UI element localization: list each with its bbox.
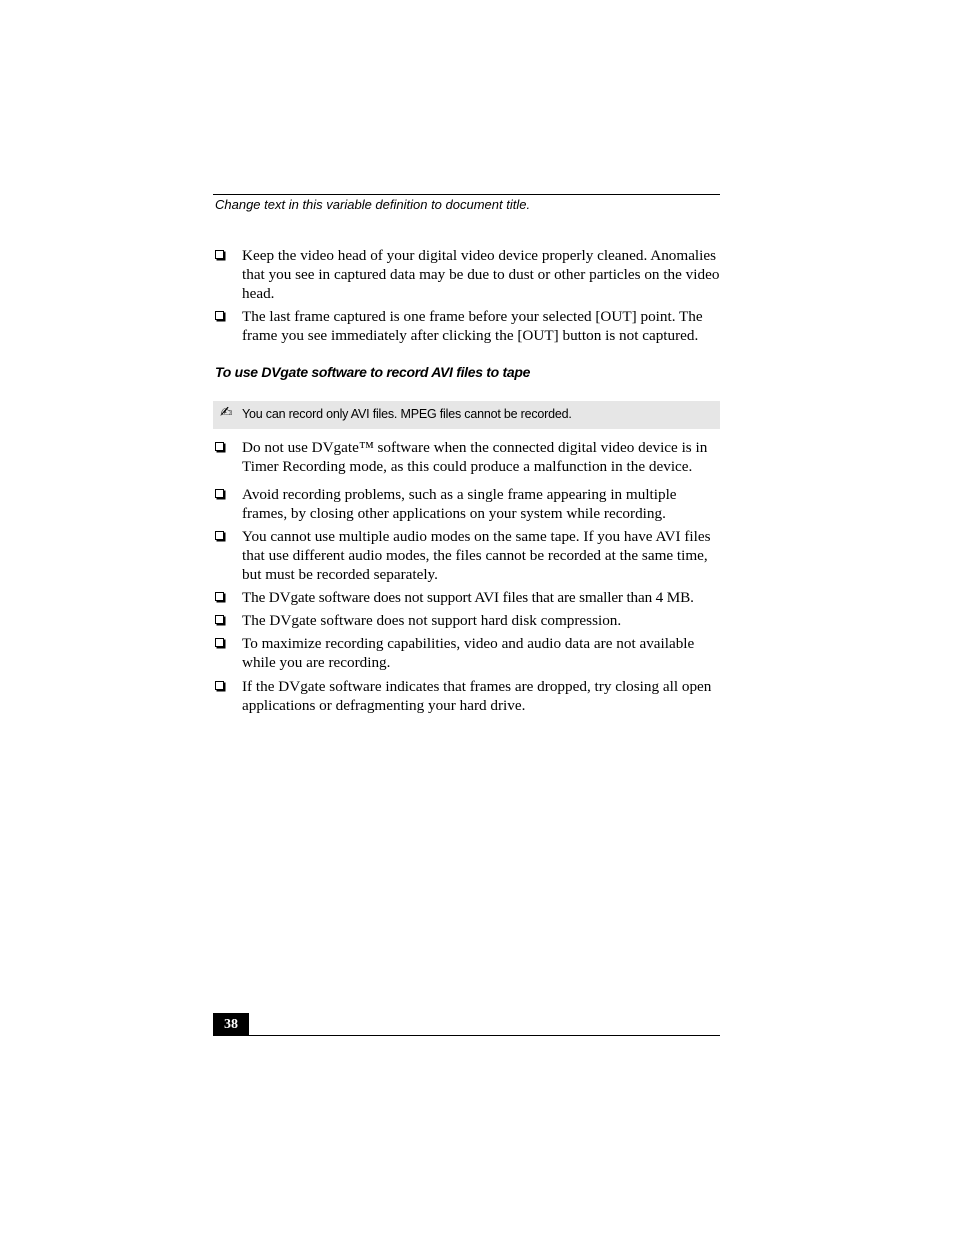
list-item	[213, 246, 720, 303]
list-item	[213, 527, 720, 584]
list-item-text: To maximize recording capabilities, video and audio data are not available while you are recording.	[242, 635, 695, 671]
footer-rule	[213, 1035, 720, 1036]
list-item-text: You cannot use multiple audio modes on the same tape. If you have AVI files that use different audio modes, the files cannot be recorded at the same time, but must be recorded separately.	[242, 528, 711, 583]
list-item-text: The DVgate software does not support AVI files that are smaller than 4 MB.	[242, 589, 694, 606]
checkbox-bullet-icon	[215, 638, 224, 647]
list-item	[213, 634, 720, 672]
checkbox-bullet-icon	[215, 442, 224, 451]
section-heading: To use DVgate software to record AVI files to tape	[215, 364, 531, 380]
page-number: 38	[213, 1013, 249, 1036]
note-box	[213, 401, 720, 429]
header-rule	[213, 194, 720, 195]
list-item-text: The last frame captured is one frame before your selected [OUT] point. The frame you see immediately after clicking the [OUT] button is not captured.	[242, 308, 703, 344]
note-text: You can record only AVI files. MPEG files cannot be recorded.	[242, 407, 572, 421]
list-item-text: Avoid recording problems, such as a single frame appearing in multiple frames, by closing other applications on your system while recording.	[242, 486, 677, 522]
checkbox-bullet-icon	[215, 531, 224, 540]
checkbox-bullet-icon	[215, 489, 224, 498]
list-item	[213, 438, 720, 476]
checkbox-bullet-icon	[215, 681, 224, 690]
list-item-text: Do not use DVgate™ software when the connected digital video device is in Timer Recording mode, as this could produce a malfunction in the device.	[242, 439, 708, 475]
checkbox-bullet-icon	[215, 250, 224, 259]
checkbox-bullet-icon	[215, 592, 224, 601]
tips-list-bottom	[213, 438, 720, 715]
list-item	[213, 307, 720, 345]
list-item-text: If the DVgate software indicates that frames are dropped, try closing all open applications or defragmenting your hard drive.	[242, 678, 712, 714]
list-item-text: The DVgate software does not support hard disk compression.	[242, 612, 622, 629]
list-item	[213, 677, 720, 715]
list-item	[213, 588, 720, 607]
list-item	[213, 485, 720, 523]
checkbox-bullet-icon	[215, 615, 224, 624]
checkbox-bullet-icon	[215, 311, 224, 320]
note-pencil-icon: ✍	[220, 403, 233, 421]
list-item	[213, 611, 720, 630]
tips-list-top	[213, 246, 720, 349]
list-item-text: Keep the video head of your digital video device properly cleaned. Anomalies that you see in captured data may be due to dust or other particles on the video head.	[242, 247, 720, 302]
running-header: Change text in this variable definition to document title.	[215, 197, 531, 212]
